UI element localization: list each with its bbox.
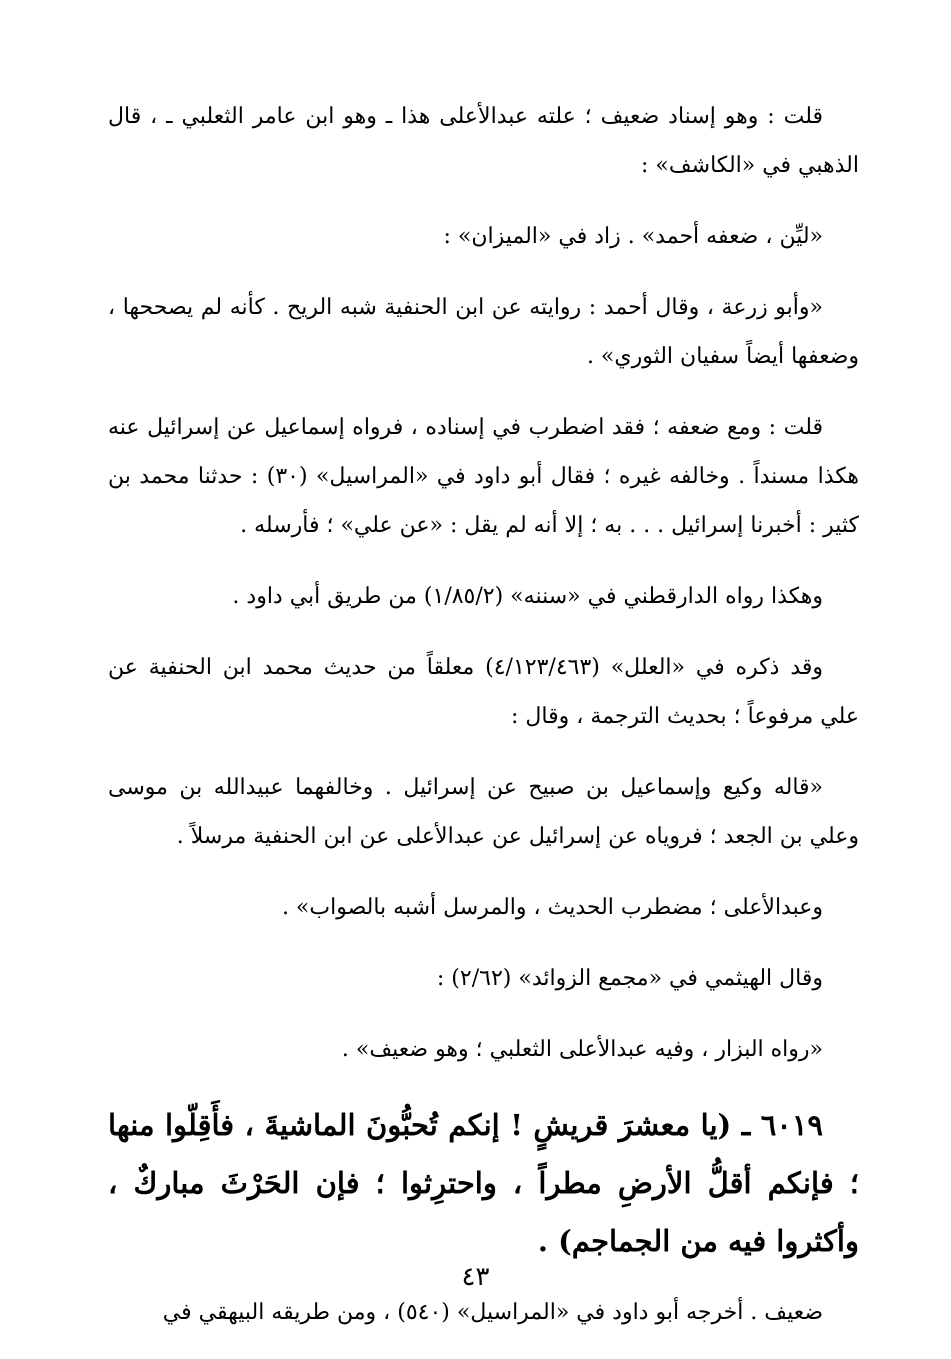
- paragraph-3: «وأبو زرعة ، وقال أحمد : روايته عن ابن الحنفية شبه الريح . كأنه لم يصححها ، وضعفها أيضاً سفيان الثوري» .: [108, 295, 859, 369]
- paragraph-4: قلت : ومع ضعفه ؛ فقد اضطرب في إسناده ، فرواه إسماعيل عن إسرائيل عنه هكذا مسنداً . وخالفه غيره ؛ فقال أبو داود في «المراسيل» (٣٠) : حدثنا محمد بن كثير : أخبرنا إسرائيل . . . به ؛ إلا أنه لم يقل : «عن علي» ؛ فأرسله .: [108, 415, 859, 538]
- page-number: ٤٣: [461, 1262, 490, 1292]
- paragraph-8: وعبدالأعلى ؛ مضطرب الحديث ، والمرسل أشبه بالصواب» .: [281, 895, 823, 920]
- paragraph-2: «ليِّن ، ضعفه أحمد» . زاد في «الميزان» :: [443, 224, 823, 249]
- paragraph-1: قلت : وهو إسناد ضعيف ؛ علته عبدالأعلى هذا ـ وهو ابن عامر الثعلبي ـ ، قال الذهبي في «الكاشف» :: [108, 104, 859, 178]
- hadith-text: ٦٠١٩ ـ (يا معشرَ قريشٍ ! إنكم تُحبُّونَ الماشيةَ ، فأَقِلّوا منها ؛ فإنكم أقلُّ الأرضِ مطراً ، واحترِثوا ؛ فإن الحَرْثَ مباركٌ ، وأكثروا فيه من الجماجم) .: [108, 1108, 859, 1258]
- paragraph-10: «رواه البزار ، وفيه عبدالأعلى الثعلبي ؛ وهو ضعيف» .: [341, 1037, 823, 1062]
- paragraph-7: «قاله وكيع وإسماعيل بن صبيح عن إسرائيل . وخالفهما عبيدالله بن موسى وعلي بن الجعد ؛ فروياه عن إسرائيل عن عبدالأعلى عن ابن الحنفية مرسلاً .: [108, 775, 859, 849]
- paragraph-12: ضعيف . أخرجه أبو داود في «المراسيل» (٥٤٠) ، ومن طريقه البيهقي في: [162, 1300, 823, 1325]
- paragraph-6: وقد ذكره في «العلل» (٤/١٢٣/٤٦٣) معلقاً من حديث محمد ابن الحنفية عن علي مرفوعاً ؛ بحديث الترجمة ، وقال :: [108, 655, 859, 729]
- paragraph-9: وقال الهيثمي في «مجمع الزوائد» (٢/٦٢) :: [436, 966, 823, 991]
- paragraph-5: وهكذا رواه الدارقطني في «سننه» (١/٨٥/٢) من طريق أبي داود .: [232, 584, 823, 609]
